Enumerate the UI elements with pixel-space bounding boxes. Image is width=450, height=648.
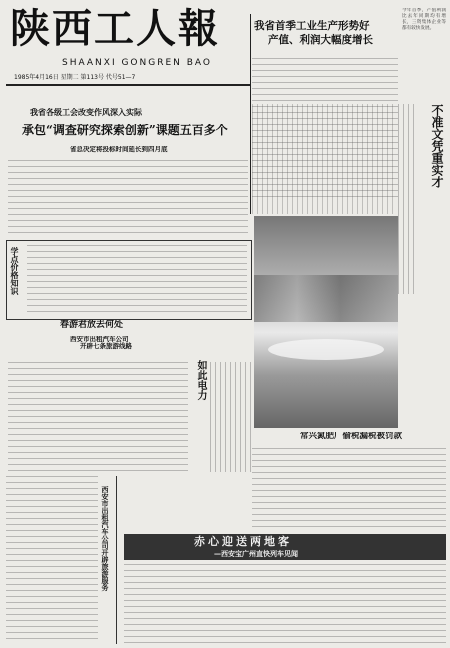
article-2-title: 春游君放去何处 bbox=[60, 320, 124, 330]
article-2-body bbox=[8, 362, 188, 472]
lead-right-headline bbox=[254, 20, 404, 54]
issue-dateline: 1985年4月16日 星期二 第113号 代号51—7 bbox=[14, 74, 136, 81]
side-vertical-title-3: 不准文凭重实才 bbox=[430, 104, 444, 188]
article-2-title-wrap bbox=[60, 320, 240, 334]
lead-right-title-2: 产值、利润大幅度增长 bbox=[268, 34, 373, 47]
newspaper-title: 陕西工人報 bbox=[10, 6, 220, 52]
article-3-title-wrap bbox=[300, 432, 446, 446]
newspaper-pinyin: SHAANXI GONGREN BAO bbox=[62, 58, 213, 68]
divider bbox=[250, 14, 251, 214]
landscape-photo bbox=[254, 216, 398, 428]
lead-left-kicker-wrap bbox=[30, 108, 250, 120]
side-vertical-title-1: 学点价格知识 bbox=[10, 247, 20, 295]
lead-right-sidebar: 今年首季，产值利润比去年同期均有增长，三资集体企业等都有较快发展。 bbox=[402, 8, 446, 32]
lead-left-subtitle: 省总决定将投标时间延长到四月底 bbox=[70, 146, 168, 153]
price-knowledge-box bbox=[6, 240, 252, 320]
lead-left-body bbox=[8, 160, 248, 238]
side-vertical-title-2: 如此电力 bbox=[195, 360, 206, 400]
article-2-sub bbox=[70, 336, 230, 360]
divider bbox=[6, 84, 250, 86]
bottom-left-article bbox=[6, 476, 117, 644]
article-3-body bbox=[252, 448, 446, 528]
lead-left-title-wrap bbox=[22, 124, 250, 144]
middle-right-body bbox=[252, 104, 396, 214]
feature-banner bbox=[124, 534, 446, 560]
side-vertical-title-4: 西安市出租汽车公司开辟旅游服务 bbox=[101, 486, 110, 591]
lead-left-kicker: 我省各级工会改变作风深入实际 bbox=[30, 108, 142, 117]
article-2-line-1: 西安市出租汽车公司 bbox=[70, 336, 129, 343]
lead-left-subtitle-wrap bbox=[70, 146, 240, 156]
banner-title: 赤心迎送两地客 bbox=[194, 535, 292, 548]
article-3-title: 常兴氮肥厂偷税漏税被罚款 bbox=[300, 432, 403, 441]
lead-left-title: 承包“调查研究探索创新”课题五百多个 bbox=[22, 124, 228, 137]
side-vertical-body-3 bbox=[398, 104, 418, 294]
banner-subtitle: —西安宝广州直快列车见闻 bbox=[214, 549, 298, 558]
article-2-line-2: 开辟七条旅游线路 bbox=[80, 342, 132, 351]
lead-right-title-1: 我省首季工业生产形势好 bbox=[254, 20, 370, 32]
masthead bbox=[8, 6, 248, 84]
side-vertical-body-2 bbox=[210, 362, 252, 472]
banner-body bbox=[124, 564, 446, 644]
